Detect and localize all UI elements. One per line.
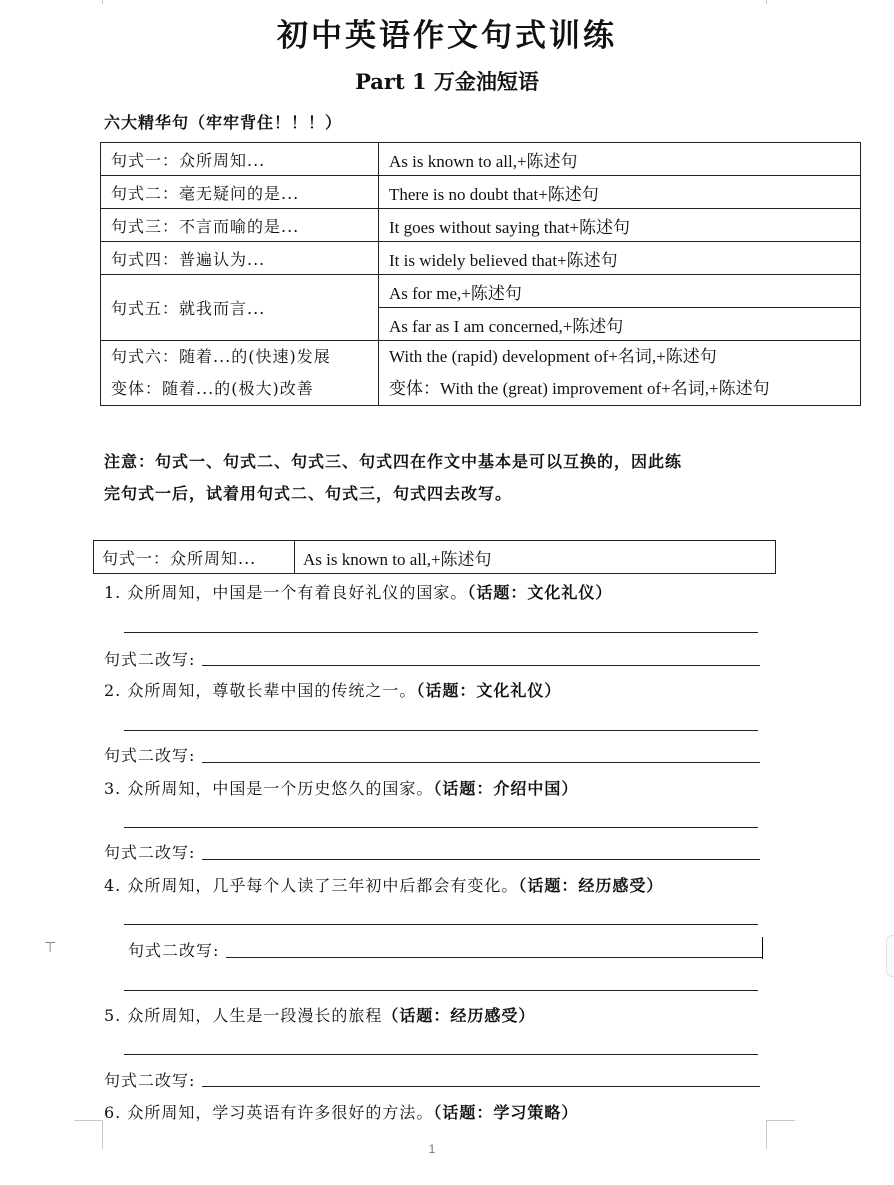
question-topic: （话题：经历感受） — [518, 876, 664, 895]
rewrite-label: 句式二改写: — [104, 650, 196, 669]
table-row — [101, 341, 861, 406]
table-row — [101, 275, 861, 308]
table-cell-en: It goes without saying that+陈述句 — [379, 209, 861, 242]
question-topic: （话题：介绍中国） — [433, 779, 579, 798]
table-row — [101, 143, 861, 176]
table-cell-cn: 句式四：普遍认为... — [101, 242, 379, 275]
table-row — [101, 176, 861, 209]
part-title: Part 1 万金油短语 — [355, 69, 539, 94]
rewrite-label: 句式二改写: — [104, 843, 196, 862]
question-topic: （话题：经历感受） — [382, 1006, 536, 1025]
table-cell-en: There is no doubt that+陈述句 — [379, 176, 861, 209]
rewrite-label: 句式二改写: — [104, 746, 196, 765]
table-cell-en: As is known to all,+陈述句 — [379, 143, 861, 176]
phrases-table — [100, 142, 861, 406]
table-cell-line: With the (rapid) development of+名词,+陈述句 — [389, 347, 717, 366]
table-cell-line: 变体：随着...的(极大)改善 — [111, 379, 314, 398]
page-corner-mark — [74, 0, 103, 4]
table-cell-en — [379, 341, 861, 406]
question-text: 3. 众所周知，中国是一个历史悠久的国家。 — [104, 779, 434, 798]
page-number: 1 — [428, 1142, 436, 1156]
rewrite-label: 句式二改写: — [128, 941, 220, 960]
question-item — [104, 873, 663, 896]
table-row — [101, 242, 861, 275]
question-text: 6. 众所周知，学习英语有许多很好的方法。 — [104, 1103, 434, 1122]
question-text: 1. 众所周知，中国是一个有着良好礼仪的国家。 — [104, 583, 468, 602]
rewrite-line[interactable] — [202, 665, 760, 666]
table-cell-cn — [101, 341, 379, 406]
page-corner-mark — [766, 0, 795, 4]
document-title: 初中英语作文句式训练 — [277, 18, 617, 54]
question-topic: （话题：文化礼仪） — [467, 583, 613, 602]
note-line: 注意：句式一、句式二、句式三、句式四在作文中基本是可以互换的，因此练 — [104, 452, 683, 471]
question-item — [104, 1100, 578, 1123]
rewrite-line[interactable] — [202, 1086, 760, 1087]
question-item — [104, 678, 561, 701]
exercise-header-table — [93, 540, 776, 574]
text-cursor-icon: ⊤ — [44, 940, 57, 956]
table-cell-en: As is known to all,+陈述句 — [295, 541, 776, 574]
answer-line[interactable] — [124, 1054, 758, 1055]
table-cell-en: As far as I am concerned,+陈述句 — [379, 308, 861, 341]
answer-line[interactable] — [124, 990, 758, 991]
text-cursor — [762, 937, 763, 959]
answer-line[interactable] — [124, 924, 758, 925]
table-row — [94, 541, 776, 574]
table-cell-cn: 句式二：毫无疑问的是... — [101, 176, 379, 209]
rewrite-line[interactable] — [226, 957, 762, 958]
answer-line[interactable] — [124, 730, 758, 731]
rewrite-line[interactable] — [202, 762, 760, 763]
question-text: 5. 众所周知，人生是一段漫长的旅程 — [104, 1006, 383, 1025]
question-item — [104, 776, 578, 799]
question-text: 4. 众所周知，几乎每个人读了三年初中后都会有变化。 — [104, 876, 519, 895]
question-topic: （话题：学习策略） — [433, 1103, 579, 1122]
table-cell-cn: 句式三：不言而喻的是... — [101, 209, 379, 242]
table-cell-line: 变体：With the (great) improvement of+名词,+陈述句 — [389, 379, 770, 398]
table-cell-line: 句式六：随着...的(快速)发展 — [111, 347, 331, 366]
table-row — [101, 209, 861, 242]
table-cell-cn: 句式一：众所周知... — [94, 541, 295, 574]
note-paragraph — [104, 446, 784, 510]
table-cell-cn: 句式一：众所周知... — [101, 143, 379, 176]
side-panel-handle[interactable] — [886, 935, 894, 977]
question-item — [104, 1003, 535, 1026]
answer-line[interactable] — [124, 632, 758, 633]
question-topic: （话题：文化礼仪） — [416, 681, 562, 700]
rewrite-line[interactable] — [202, 859, 760, 860]
question-text: 2. 众所周知，尊敬长辈中国的传统之一。 — [104, 681, 417, 700]
table-cell-cn: 句式五：就我而言... — [101, 275, 379, 341]
note-line: 完句式一后，试着用句式二、句式三，句式四去改写。 — [104, 484, 513, 503]
answer-line[interactable] — [124, 827, 758, 828]
section-heading: 六大精华句（牢牢背住！！！） — [104, 113, 343, 132]
table-cell-en: It is widely believed that+陈述句 — [379, 242, 861, 275]
table-cell-en: As for me,+陈述句 — [379, 275, 861, 308]
question-item — [104, 580, 612, 603]
rewrite-label: 句式二改写: — [104, 1071, 196, 1090]
